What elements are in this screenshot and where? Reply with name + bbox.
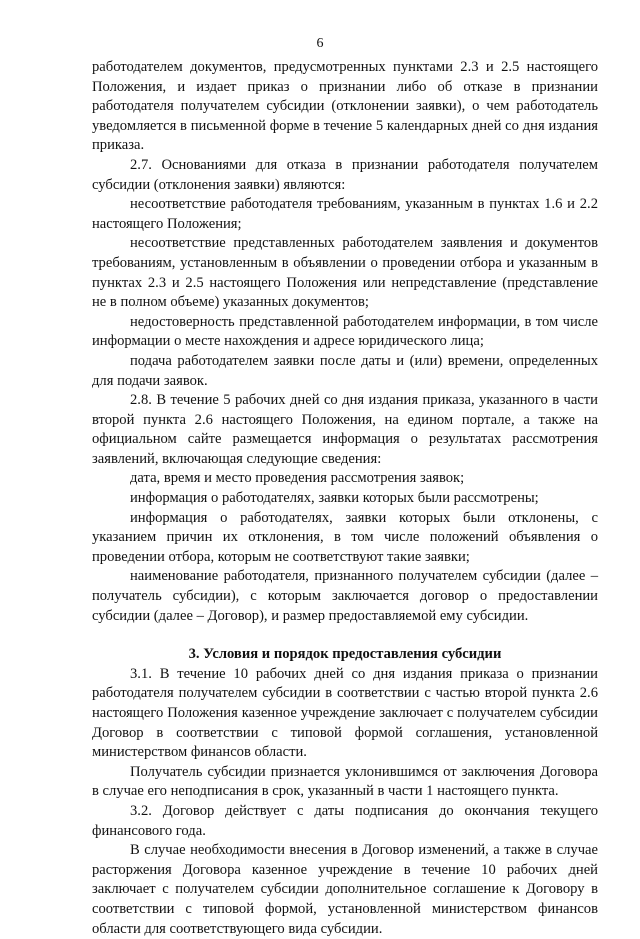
paragraph: наименование работодателя, признанного получателем субсидии (далее – получатель субсидии), с которым заключается договор о предоставлении субсидии (далее – Договор), и размер предоставляемой ему субсидии. [92,568,598,624]
paragraph: информация о работодателях, заявки которых были отклонены, с указанием причин их отклонения, в том числе положений объявления о проведении отбора, которым не соответствуют такие заявки; [92,509,598,565]
paragraph: информация о работодателях, заявки которых были рассмотрены; [130,490,539,507]
paragraph: 2.7. Основаниями для отказа в признании работодателя получателем субсидии (отклонения заявки) являются: [92,156,598,193]
paragraph: несоответствие работодателя требованиям, указанным в пунктах 1.6 и 2.2 настоящего Положения; [92,196,598,232]
page-number: 6 [316,36,324,51]
document-body [92,58,598,939]
paragraph: Получатель субсидии признается уклонившимся от заключения Договора в случае его неподписания в срок, указанный в части 1 настоящего пункта. [92,763,598,800]
paragraph: 2.8. В течение 5 рабочих дней со дня издания приказа, указанного в части второй пункта 2.6 настоящего Положения, на едином портале, а также на официальном сайте размещается информация о результатах рассмотрения заявлений, включающая следующие сведения: [92,392,598,467]
paragraph: 3.1. В течение 10 рабочих дней со дня издания приказа о признании работодателя получателем субсидии в соответствии с частью второй пункта 2.6 настоящего Положения казенное учреждение заключает с получателем субсидии Договор в соответствии с типовой формой соглашения, установленной министерством финансов области. [92,665,598,761]
section-heading: 3. Условия и порядок предоставления субсидии [188,646,502,663]
paragraph: несоответствие представленных работодателем заявления и документов требованиям, установленным в объявлении о проведении отбора и указанным в пунктах 2.3 и 2.5 настоящего Положения или непредставление (представление не в полном объеме) указанных документов; [92,235,598,311]
paragraph: 3.2. Договор действует с даты подписания до окончания текущего финансового года. [92,802,598,839]
paragraph: дата, время и место проведения рассмотрения заявок; [130,470,465,487]
paragraph: работодателем документов, предусмотренных пунктами 2.3 и 2.5 настоящего Положения, и издает приказ о признании либо об отказе в признании работодателя получателем субсидии (отклонении заявки), о чем работодатель уведомляется в письменной форме в течение 5 календарных дней со дня издания приказа. [92,59,598,154]
paragraph: В случае необходимости внесения в Договор изменений, а также в случае расторжения Договора казенное учреждение в течение 10 рабочих дней заключает с получателем субсидии дополнительное соглашение к Договору в соответствии с типовой формой, установленной министерством финансов области для соответствующего вида субсидии. [92,842,598,937]
paragraph: подача работодателем заявки после даты и (или) времени, определенных для подачи заявок. [92,352,598,389]
paragraph: недостоверность представленной работодателем информации, в том числе информации о месте нахождения и адресе юридического лица; [92,313,598,350]
